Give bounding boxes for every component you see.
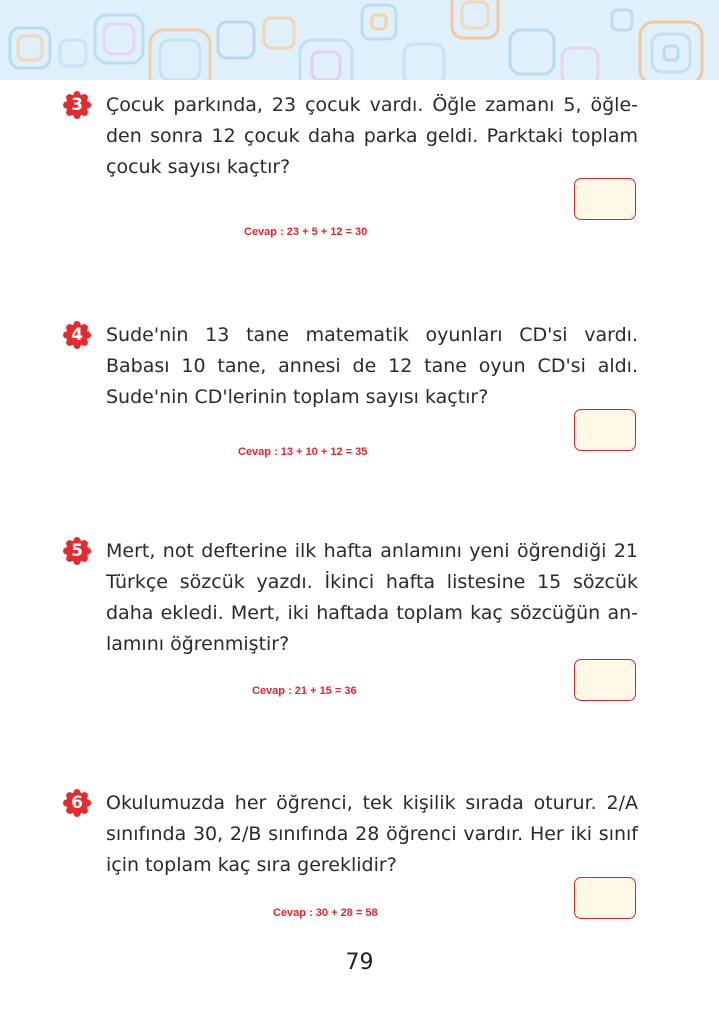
problem-number: 6 [71, 793, 83, 813]
answer-text: Cevap : 13 + 10 + 12 = 35 [238, 446, 368, 458]
problem-text: Çocuk parkında, 23 çocuk vardı. Öğle zamanı 5, öğle-den sonra 12 çocuk daha parka geldi. Parktaki toplam çocuk sayısı kaçtır? [106, 94, 638, 178]
problem-text: Mert, not defterine ilk hafta anlamını yeni öğrendiği 21 Türkçe sözcük yazdı. İkinci hafta listesine 15 sözcük daha ekledi. Mert, iki haftada toplam kaç sözcüğün an-lamını öğrenmiştir? [106, 540, 638, 655]
problem-text: Okulumuzda her öğrenci, tek kişilik sırada oturur. 2/A sınıfında 30, 2/B sınıfında 28 öğrenci vardır. Her iki sınıf için toplam kaç sıra gereklidir? [106, 792, 638, 876]
problem-number: 4 [71, 325, 83, 345]
answer-box[interactable] [574, 659, 636, 701]
answer-box[interactable] [574, 178, 636, 220]
problem-text: Sude'nin 13 tane matematik oyunları CD'si vardı. Babası 10 tane, annesi de 12 tane oyun CD'si aldı. Sude'nin CD'lerinin toplam sayısı kaçtır? [106, 324, 638, 408]
problem-number-badge [63, 91, 91, 119]
problem-number: 3 [71, 95, 83, 115]
problem-number-badge [63, 789, 91, 817]
problem-number-badge [63, 321, 91, 349]
answer-box[interactable] [574, 877, 636, 919]
answer-text: Cevap : 21 + 15 = 36 [252, 685, 357, 697]
decorative-header [0, 0, 719, 80]
page-number: 79 [345, 950, 374, 975]
header-pattern [0, 0, 719, 80]
problem-number-badge [63, 537, 91, 565]
answer-box[interactable] [574, 409, 636, 451]
problem-number: 5 [71, 541, 83, 561]
answer-text: Cevap : 30 + 28 = 58 [273, 907, 378, 919]
answer-text: Cevap : 23 + 5 + 12 = 30 [244, 226, 368, 238]
